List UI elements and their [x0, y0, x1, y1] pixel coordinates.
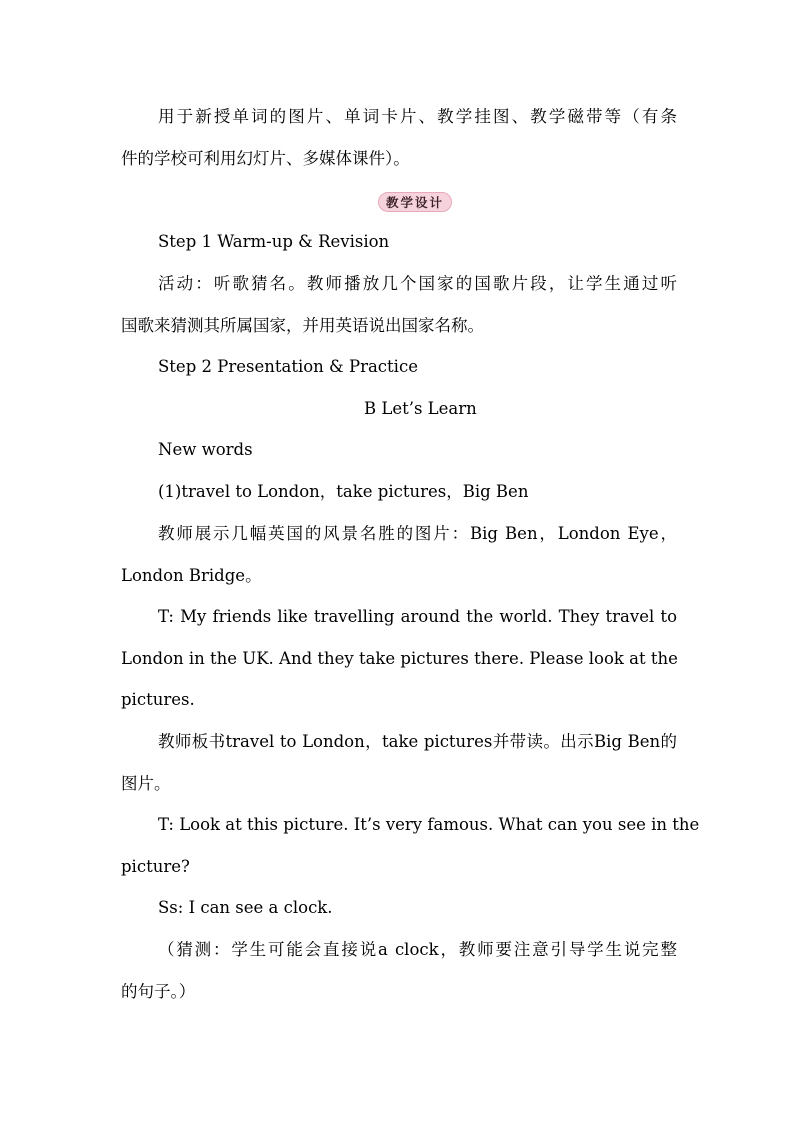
dialogue-1-line-1: T: My friends like travelling around the world. They travel to	[158, 607, 677, 626]
activity-line-1: 活动：听歌猜名。教师播放几个国家的国歌片段，让学生通过听	[158, 274, 677, 293]
dialogue-1-line-3: pictures.	[121, 690, 195, 709]
materials-line-2: 件的学校可利用幻灯片、多媒体课件）。	[121, 149, 410, 168]
guess-note-line-1: （猜测：学生可能会直接说a clock，教师要注意引导学生说完整	[158, 940, 677, 959]
section-badge-label: 教学设计	[385, 195, 444, 210]
student-response: Ss: I can see a clock.	[158, 898, 333, 917]
lesson-subtitle: B Let’s Learn	[364, 399, 477, 418]
activity-line-2: 国歌来猜测其所属国家，并用英语说出国家名称。	[121, 316, 484, 335]
board-note-line-1: 教师板书travel to London，take pictures并带读。出示Big Ben的	[158, 732, 677, 751]
vocab-item-1: (1)travel to London，take pictures，Big Ben	[158, 482, 529, 501]
dialogue-2-line-1: T: Look at this picture. It’s very famous. What can you see in the	[158, 815, 700, 834]
guess-note-line-2: 的句子。）	[121, 982, 196, 1001]
dialogue-1-line-2: London in the UK. And they take pictures there. Please look at the	[121, 649, 678, 668]
materials-line-1: 用于新授单词的图片、单词卡片、教学挂图、教学磁带等（有条	[158, 107, 677, 126]
teacher-shows-line-1: 教师展示几幅英国的风景名胜的图片：Big Ben，London Eye，	[158, 524, 677, 543]
step-1-heading: Step 1 Warm-up & Revision	[158, 232, 390, 251]
step-2-heading: Step 2 Presentation & Practice	[158, 357, 418, 376]
board-note-line-2: 图片。	[121, 774, 171, 793]
dialogue-2-line-2: picture?	[121, 857, 190, 876]
teacher-shows-line-2: London Bridge。	[121, 566, 262, 585]
new-words-label: New words	[158, 440, 253, 459]
section-badge	[378, 192, 452, 212]
